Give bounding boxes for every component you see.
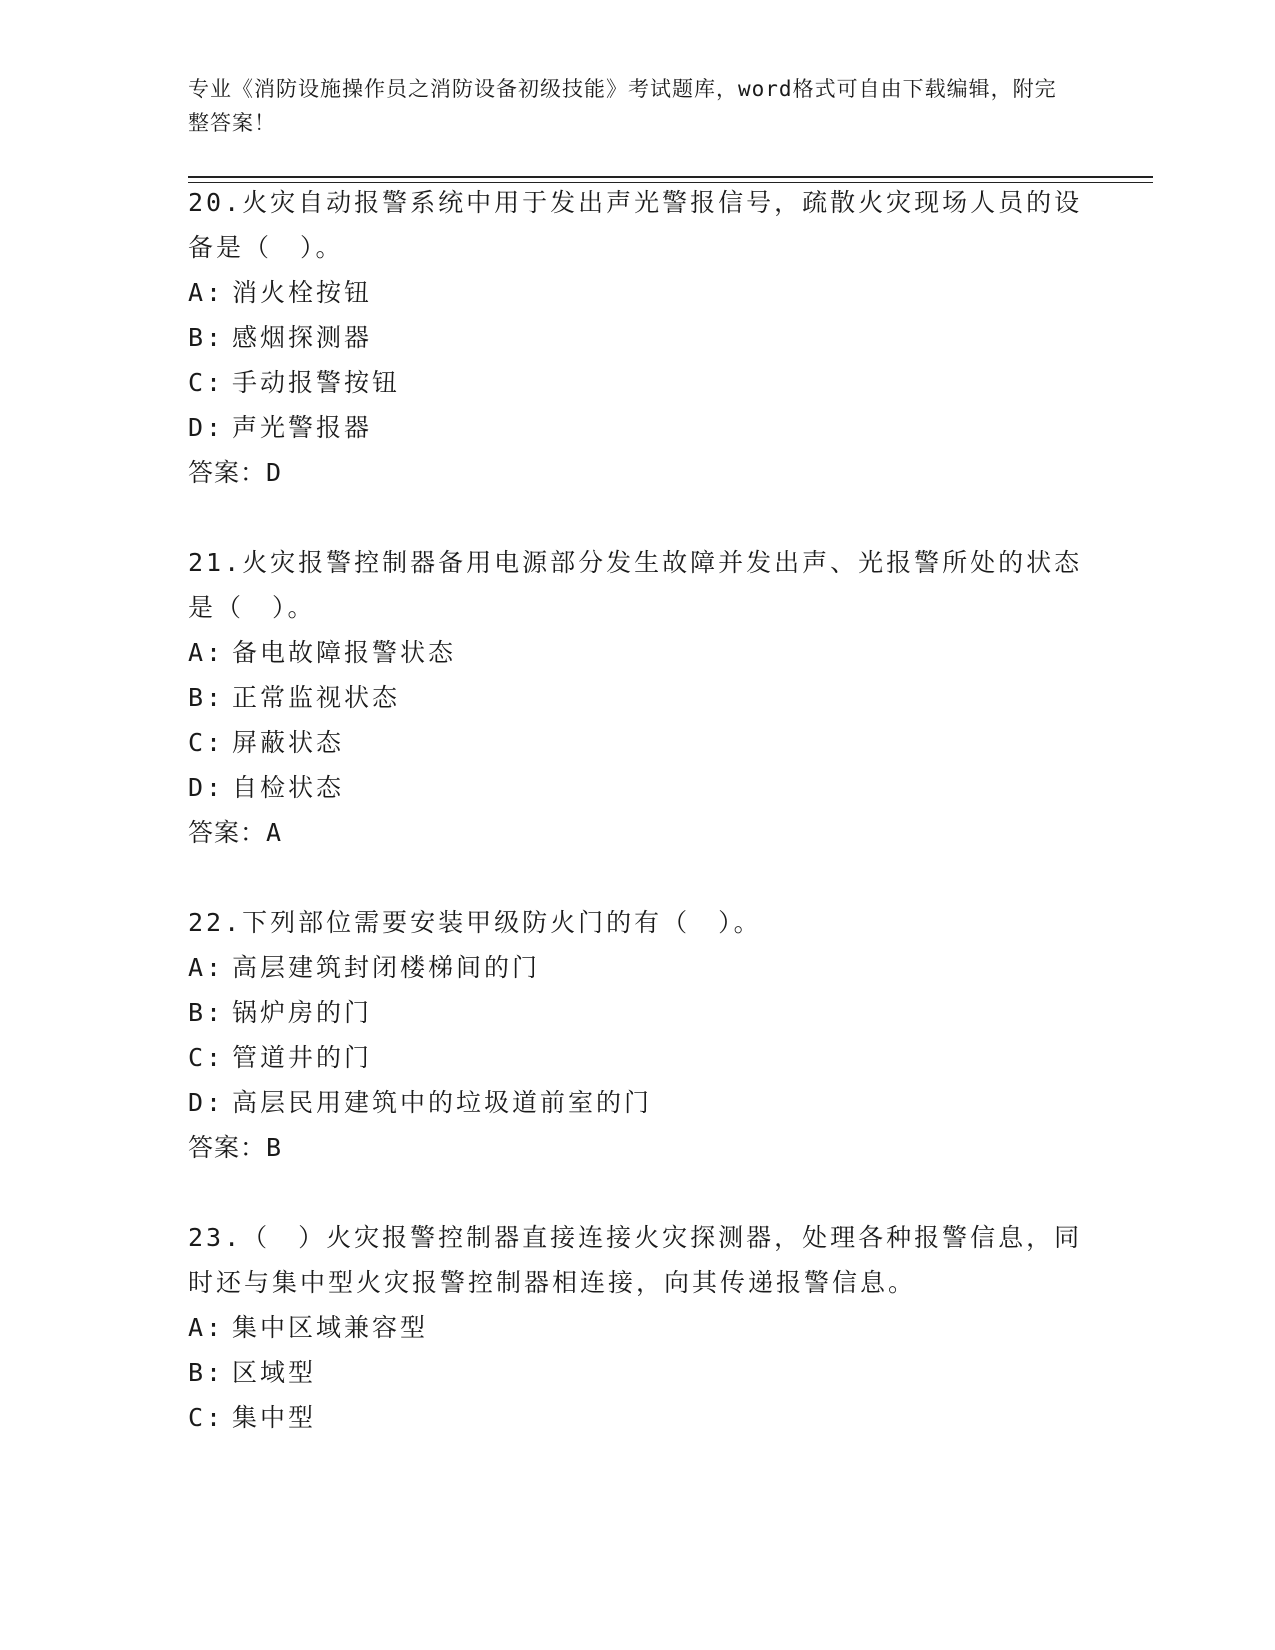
option-a (188, 630, 1088, 675)
document-header: 专业《消防设施操作员之消防设备初级技能》考试题库，word格式可自由下载编辑，附完整答案！ (188, 77, 1057, 135)
option-c (188, 720, 1088, 765)
option-letter: A: (188, 953, 225, 982)
option-letter: B: (188, 1358, 225, 1387)
question-stem: 21.火灾报警控制器备用电源部分发生故障并发出声、光报警所处的状态是（ ）。 (188, 548, 1083, 622)
option-letter: D: (188, 773, 225, 802)
option-b (188, 990, 1088, 1035)
option-letter: D: (188, 1088, 225, 1117)
option-text: 集中区域兼容型 (232, 1313, 429, 1342)
option-b (188, 675, 1088, 720)
question-21 (188, 540, 1088, 855)
option-letter: D: (188, 413, 225, 442)
option-b (188, 315, 1088, 360)
option-letter: C: (188, 1403, 225, 1432)
option-letter: C: (188, 728, 225, 757)
option-letter: B: (188, 998, 225, 1027)
question-23 (188, 1215, 1088, 1440)
option-letter: A: (188, 638, 225, 667)
option-c (188, 1035, 1088, 1080)
option-letter: B: (188, 683, 225, 712)
option-text: 备电故障报警状态 (232, 638, 457, 667)
question-stem: 20.火灾自动报警系统中用于发出声光警报信号，疏散火灾现场人员的设备是（ ）。 (188, 188, 1083, 262)
option-text: 集中型 (232, 1403, 317, 1432)
answer-line: 答案：D (188, 458, 283, 487)
option-d (188, 1080, 1088, 1125)
header-divider (188, 176, 1153, 178)
option-letter: B: (188, 323, 225, 352)
option-c (188, 360, 1088, 405)
option-text: 高层民用建筑中的垃圾道前室的门 (232, 1088, 653, 1117)
option-text: 高层建筑封闭楼梯间的门 (232, 953, 541, 982)
option-letter: A: (188, 1313, 225, 1342)
option-text: 声光警报器 (232, 413, 373, 442)
option-text: 手动报警按钮 (232, 368, 401, 397)
answer-line: 答案：A (188, 818, 283, 847)
question-20 (188, 180, 1088, 495)
option-text: 感烟探测器 (232, 323, 373, 352)
option-b (188, 1350, 1088, 1395)
question-22 (188, 900, 1088, 1170)
option-text: 屏蔽状态 (232, 728, 345, 757)
option-a (188, 270, 1088, 315)
question-stem: 23.（ ）火灾报警控制器直接连接火灾探测器，处理各种报警信息，同时还与集中型火灾报警控制器相连接，向其传递报警信息。 (188, 1223, 1083, 1297)
option-text: 自检状态 (232, 773, 345, 802)
question-stem: 22.下列部位需要安装甲级防火门的有（ ）。 (188, 908, 762, 937)
option-a (188, 1305, 1088, 1350)
option-letter: C: (188, 1043, 225, 1072)
option-text: 管道井的门 (232, 1043, 373, 1072)
answer-line: 答案：B (188, 1133, 283, 1162)
option-text: 区域型 (232, 1358, 317, 1387)
option-letter: C: (188, 368, 225, 397)
option-text: 正常监视状态 (232, 683, 401, 712)
option-text: 消火栓按钮 (232, 278, 373, 307)
option-a (188, 945, 1088, 990)
option-letter: A: (188, 278, 225, 307)
option-text: 锅炉房的门 (232, 998, 373, 1027)
option-d (188, 765, 1088, 810)
option-c (188, 1395, 1088, 1440)
option-d (188, 405, 1088, 450)
